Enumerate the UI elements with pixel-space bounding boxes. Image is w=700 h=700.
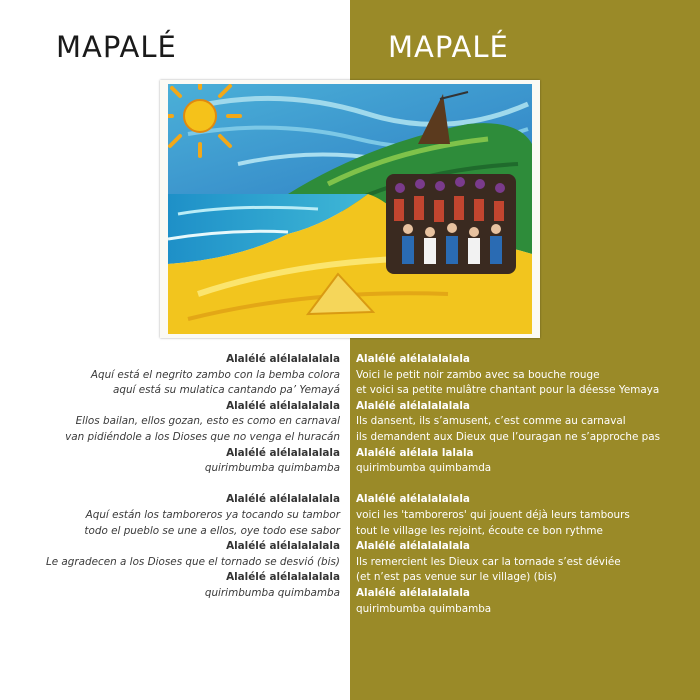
lyric-line: Alalélé alélalalalala (226, 399, 340, 412)
lyric-line: Alalélé alélalalalala (226, 353, 340, 365)
lyric-line: Alalélé alélalalalala (356, 586, 470, 599)
lyric-line: Alalélé alélalalalala (356, 493, 470, 506)
lyric-line: van pidiéndole a los Dioses que no venga el huracán (65, 430, 340, 443)
lyric-line: Alalélé alélalalalala (226, 493, 340, 506)
lyric-line: et voici sa petite mulâtre chantant pour la déesse Yemaya (356, 384, 660, 397)
lyric-line: voici les 'tamboreros' qui jouent déjà leurs tambours (356, 508, 630, 521)
title-french: MAPALÉ (388, 30, 509, 64)
lyric-line: ils demandent aux Dieux que l’ouragan ne s’approche pas (356, 430, 661, 443)
lyric-line: Alalélé alélalalalala (226, 446, 340, 459)
lyric-line: aquí está su mulatica cantando pa’ Yemayá (112, 384, 340, 397)
lyric-line: Ellos bailan, ellos gozan, esto es como en carnaval (75, 415, 340, 428)
french-lyrics (356, 352, 696, 617)
lyric-line: Aquí están los tamboreros ya tocando su tambor (85, 508, 340, 521)
lyric-line: Alalélé alélalalalala (226, 540, 340, 553)
lyric-line: (et n’est pas venue sur le village) (bis) (356, 571, 557, 584)
lyric-line: Alalélé alélalalalala (356, 399, 470, 412)
title-spanish: MAPALÉ (56, 30, 177, 64)
lyric-line: tout le village les rejoint, écoute ce bon rythme (356, 524, 603, 537)
lyric-line: Voici le petit noir zambo avec sa bouche rouge (356, 368, 600, 381)
lyric-line: Alalélé alélalalalala (356, 540, 470, 553)
lyric-line: Alalélé alélala lalala (356, 446, 474, 459)
lyric-line: Alalélé alélalalalala (226, 571, 340, 584)
lyric-line: todo el pueblo se une a ellos, oye todo ese sabor (84, 524, 340, 537)
beach-painting-illustration (168, 84, 532, 334)
lyric-line: Aquí está el negrito zambo con la bemba colora (90, 368, 340, 381)
lyric-line: quirimbumba quimbamba (356, 602, 492, 615)
lyric-line: Ils remercient les Dieux car la tornade s’est déviée (356, 555, 621, 568)
lyric-line: Alalélé alélalalalala (356, 353, 470, 365)
lyric-line: quirimbumba quimbamba (204, 586, 340, 599)
lyric-line: quirimbumba quimbamda (356, 462, 492, 475)
lyric-line: Ils dansent, ils s’amusent, c’est comme au carnaval (356, 415, 626, 428)
lyric-line: Le agradecen a los Dioses que el tornado se desvió (bis) (45, 555, 340, 568)
lyric-line: quirimbumba quimbamba (204, 462, 340, 475)
beach-painting (160, 80, 540, 338)
spanish-lyrics (40, 352, 340, 602)
